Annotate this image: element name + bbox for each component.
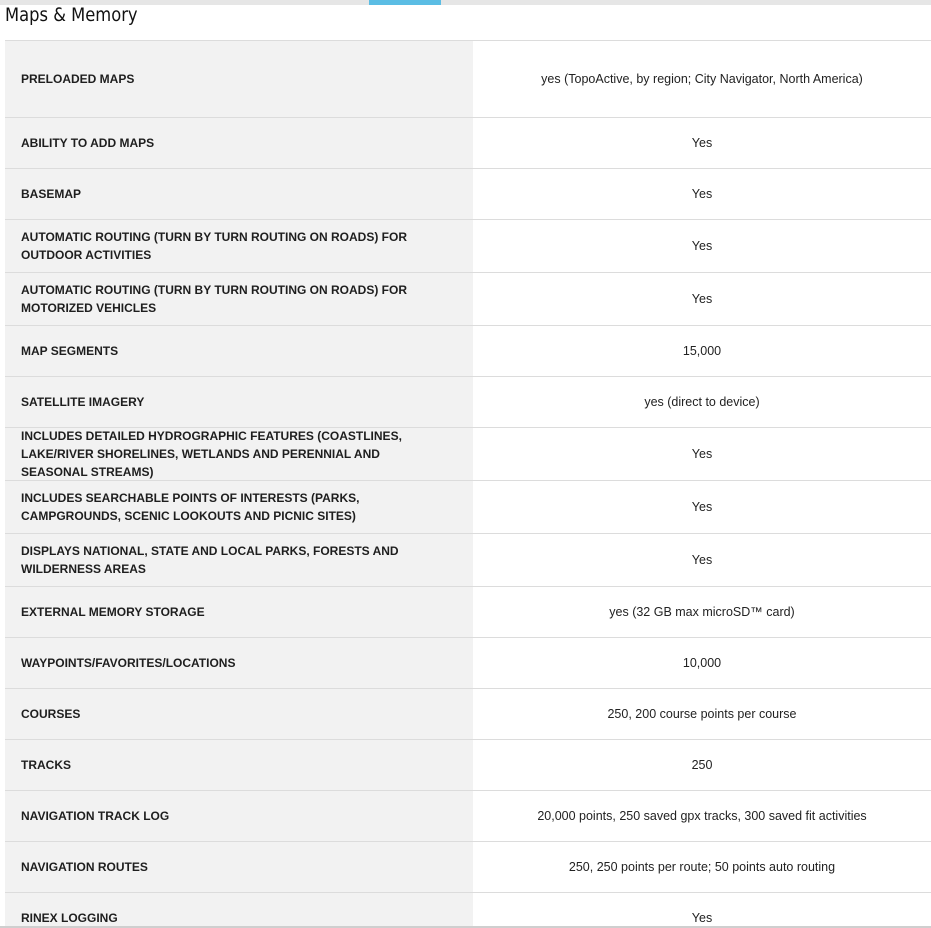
spec-row-rinex-logging — [5, 893, 931, 928]
spec-value: 10,000 — [682, 656, 722, 670]
spec-value: 15,000 — [682, 344, 722, 358]
spec-value: Yes — [691, 187, 713, 201]
spec-row-parks-forests — [5, 534, 931, 587]
top-tab-bar — [0, 0, 931, 5]
spec-label: INCLUDES SEARCHABLE POINTS OF INTERESTS (PARKS, CAMPGROUNDS, SCENIC LOOKOUTS AND PICNIC SITES) — [5, 481, 473, 533]
spec-row-routing-outdoor — [5, 220, 931, 273]
spec-label: PRELOADED MAPS — [5, 41, 473, 117]
spec-label: ABILITY TO ADD MAPS — [5, 118, 473, 168]
spec-value: Yes — [691, 292, 713, 306]
spec-label: EXTERNAL MEMORY STORAGE — [5, 587, 473, 637]
spec-label: INCLUDES DETAILED HYDROGRAPHIC FEATURES (COASTLINES, LAKE/RIVER SHORELINES, WETLANDS AND PERENNIAL AND SEASONAL STREAMS) — [5, 428, 473, 480]
spec-row-basemap — [5, 169, 931, 220]
spec-row-satellite-imagery — [5, 377, 931, 428]
spec-value: Yes — [691, 911, 713, 925]
spec-label: NAVIGATION ROUTES — [5, 842, 473, 892]
spec-label: AUTOMATIC ROUTING (TURN BY TURN ROUTING ON ROADS) FOR MOTORIZED VEHICLES — [5, 273, 473, 325]
spec-label: COURSES — [5, 689, 473, 739]
spec-label: SATELLITE IMAGERY — [5, 377, 473, 427]
spec-value: Yes — [691, 553, 713, 567]
spec-value: 250 — [691, 758, 713, 772]
spec-row-external-memory — [5, 587, 931, 638]
spec-label: MAP SEGMENTS — [5, 326, 473, 376]
spec-row-navigation-routes — [5, 842, 931, 893]
spec-label: AUTOMATIC ROUTING (TURN BY TURN ROUTING ON ROADS) FOR OUTDOOR ACTIVITIES — [5, 220, 473, 272]
spec-value: yes (32 GB max microSD™ card) — [609, 605, 795, 619]
spec-row-courses — [5, 689, 931, 740]
spec-label: BASEMAP — [5, 169, 473, 219]
spec-table — [5, 40, 931, 928]
spec-label: TRACKS — [5, 740, 473, 790]
spec-row-routing-motorized — [5, 273, 931, 326]
spec-value: Yes — [691, 136, 713, 150]
spec-row-ability-to-add-maps — [5, 118, 931, 169]
spec-row-map-segments — [5, 326, 931, 377]
spec-value: yes (TopoActive, by region; City Navigator, North America) — [541, 72, 863, 86]
spec-label: DISPLAYS NATIONAL, STATE AND LOCAL PARKS, FORESTS AND WILDERNESS AREAS — [5, 534, 473, 586]
spec-value: Yes — [691, 500, 713, 514]
spec-value: 250, 200 course points per course — [607, 707, 797, 721]
spec-label: NAVIGATION TRACK LOG — [5, 791, 473, 841]
spec-row-hydrographic-features — [5, 428, 931, 481]
spec-row-preloaded-maps — [5, 41, 931, 118]
spec-label: WAYPOINTS/FAVORITES/LOCATIONS — [5, 638, 473, 688]
spec-row-points-of-interest — [5, 481, 931, 534]
spec-value: 250, 250 points per route; 50 points auto routing — [568, 860, 836, 874]
active-tab-indicator — [369, 0, 441, 5]
spec-row-tracks — [5, 740, 931, 791]
spec-row-navigation-track-log — [5, 791, 931, 842]
spec-value: Yes — [691, 447, 713, 461]
section-title: Maps & Memory — [5, 4, 138, 26]
spec-value: 20,000 points, 250 saved gpx tracks, 300 saved fit activities — [537, 809, 867, 823]
spec-label: RINEX LOGGING — [5, 893, 473, 928]
spec-value: Yes — [691, 239, 713, 253]
spec-value: yes (direct to device) — [644, 395, 760, 409]
spec-row-waypoints — [5, 638, 931, 689]
